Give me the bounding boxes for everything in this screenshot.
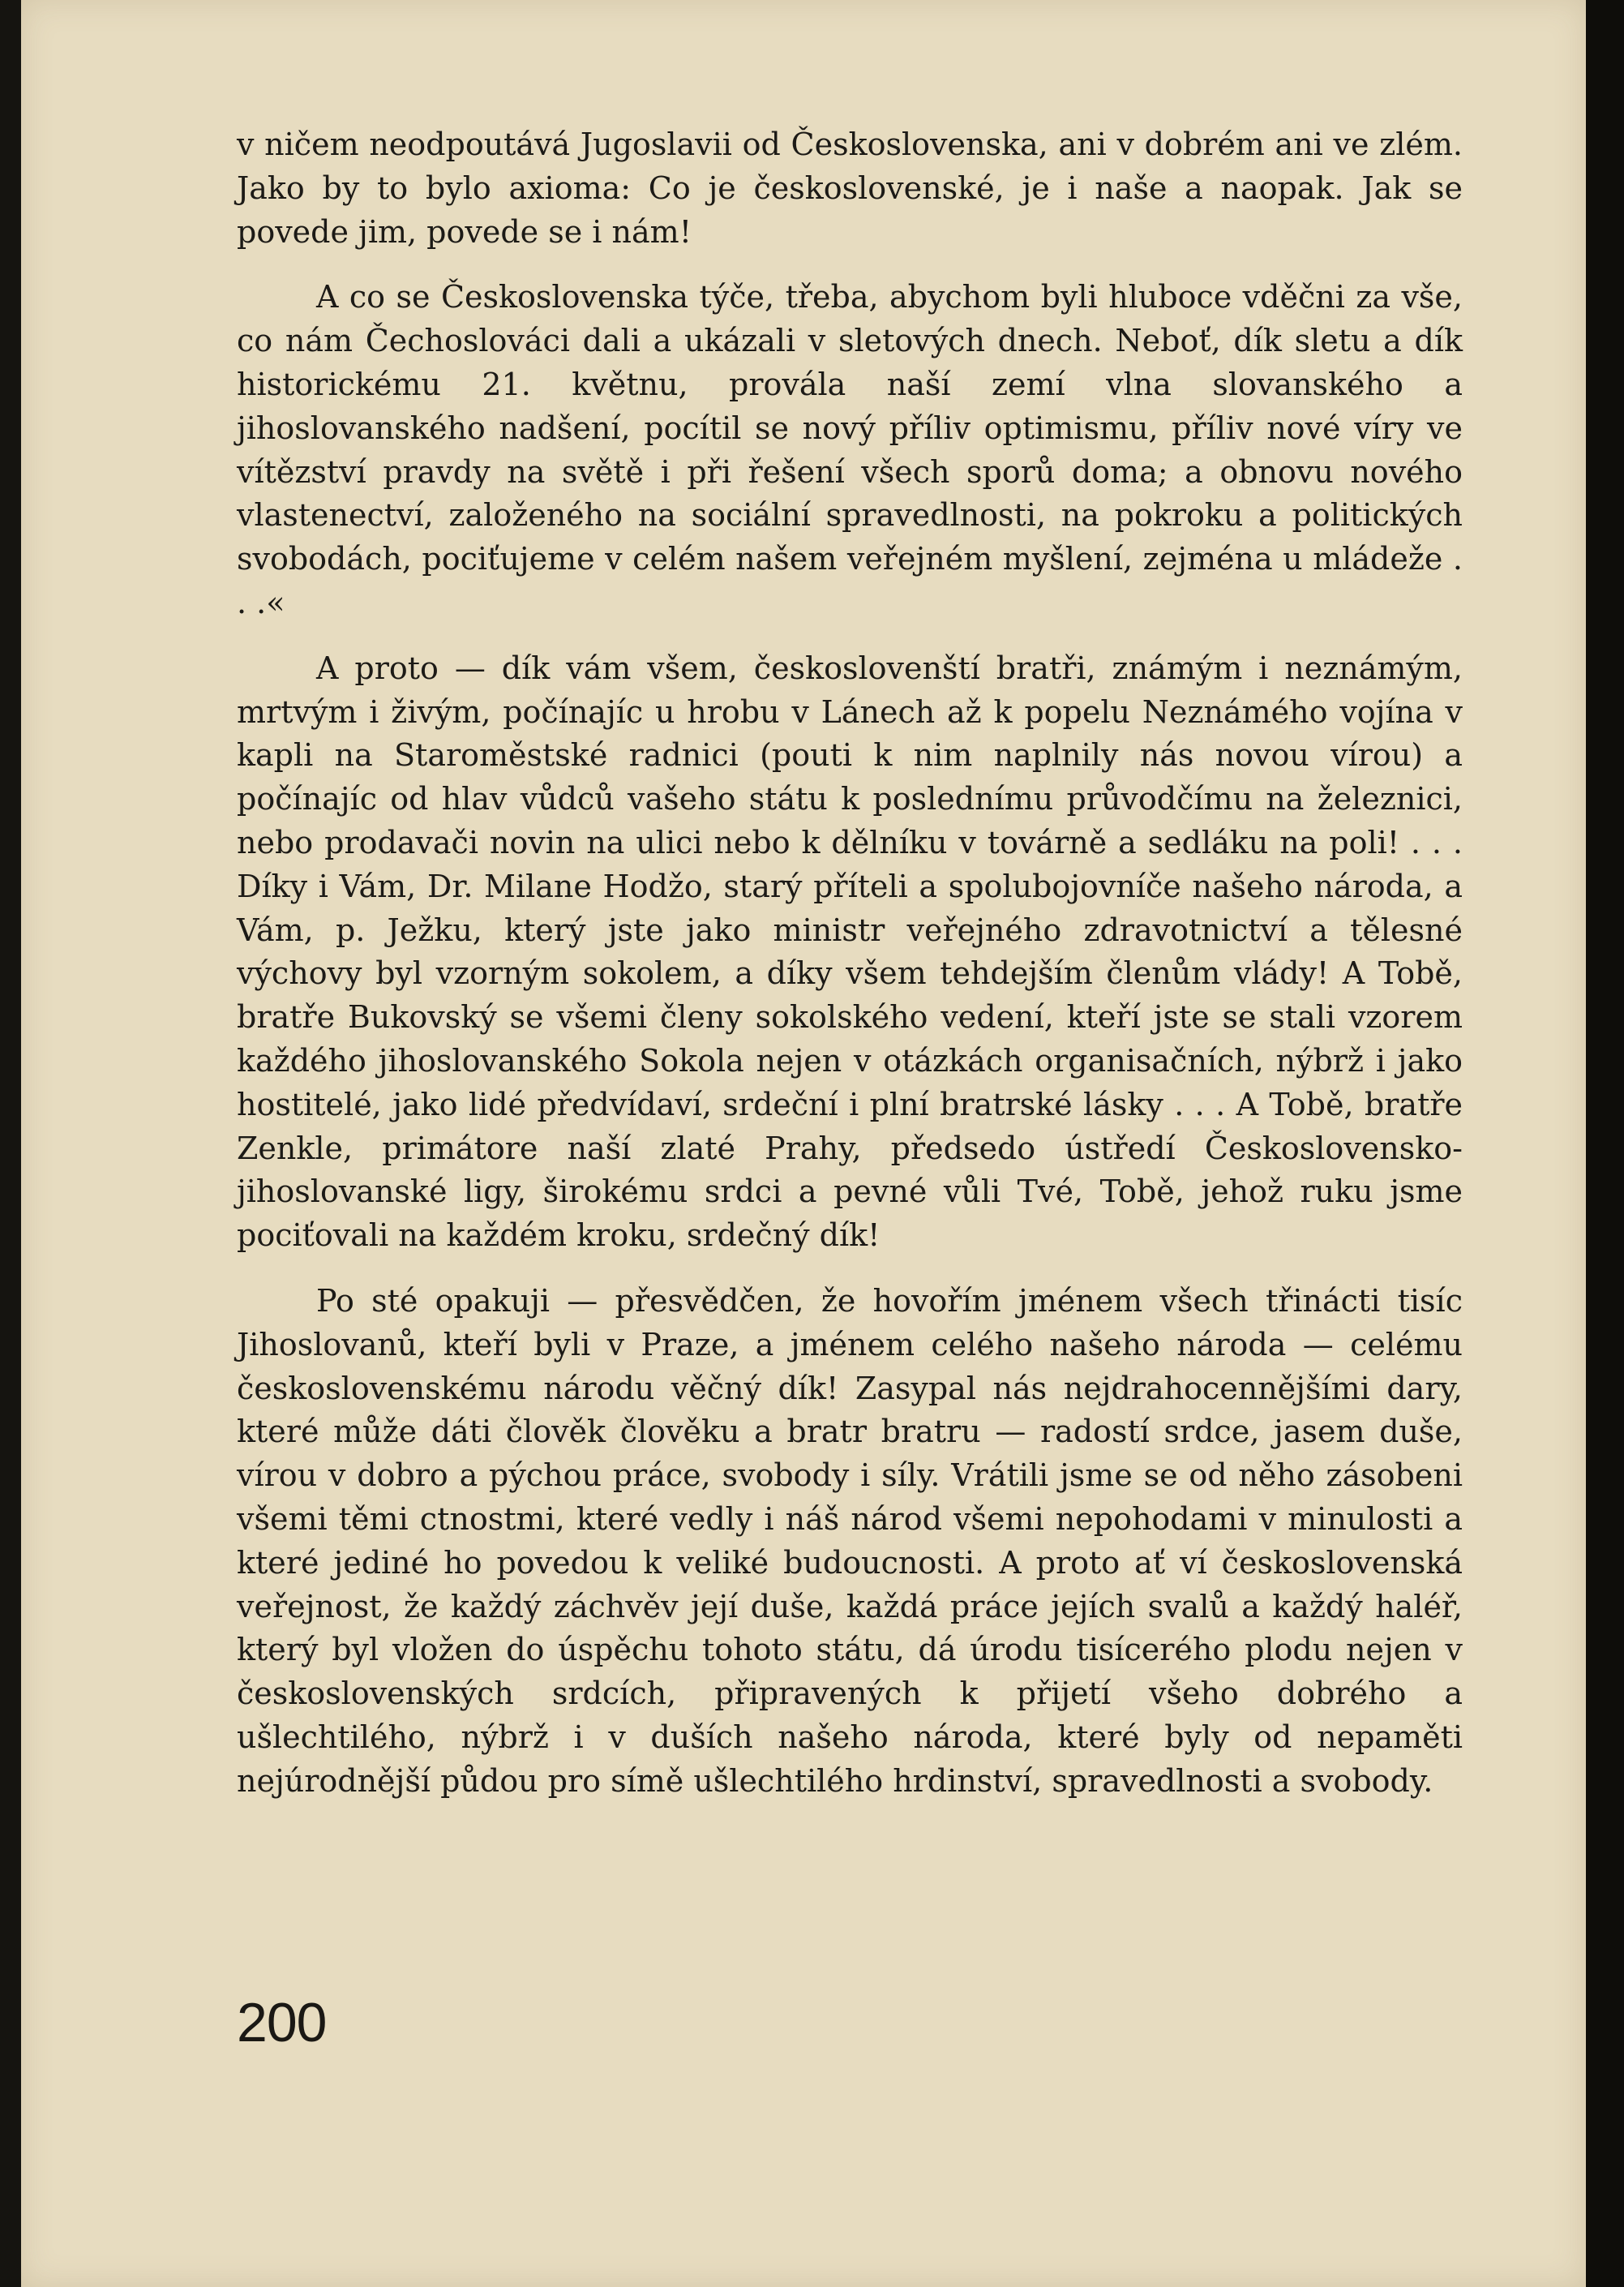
binding-shadow — [1586, 0, 1624, 2287]
paragraph-3: A proto — dík vám všem, českoslovenští bratři, známým i neznámým, mrtvým i živým, počínajíc u hrobu v Lánech až k popelu Neznámého vojína v kapli na Staroměstské radnici (pouti k nim naplnily nás novou vírou) a počínajíc od hlav vůdců vašeho státu k poslednímu průvodčímu na železnici, nebo prodavači novin na ulici nebo k dělníku v továrně a sedláku na poli! . . . Díky i Vám, Dr. Milane Hodžo, starý příteli a spolubojovníče našeho národa, a Vám, p. Ježku, který jste jako ministr veřejného zdravotnictví a tělesné výchovy byl vzorným sokolem, a díky všem tehdejším členům vlády! A Tobě, bratře Bukovský se všemi členy sokolského vedení, kteří jste se stali vzorem každého jihoslovanského Sokola nejen v otázkách organisačních, nýbrž i jako hostitelé, jako lidé předvídaví, srdeční i plní bratrské lásky . . . A Tobě, bratře Zenkle, primátore naší zlaté Prahy, předsedo ústředí Československo-jihoslovanské ligy, širokému srdci a pevné vůli Tvé, Tobě, jehož ruku jsme pociťovali na každém kroku, srdečný dík! — [237, 650, 1463, 1254]
body-text — [237, 123, 1463, 1825]
paragraph-2: A co se Československa týče, třeba, abychom byli hluboce vděčni za vše, co nám Čechoslováci dali a ukázali v sletových dnech. Neboť, dík sletu a dík historickému 21. květnu, provála naší zemí vlna slovanského a jihoslovanského nadšení, pocítil se nový příliv optimismu, příliv nové víry ve vítězství pravdy na světě i při řešení všech sporů doma; a obnovu nového vlastenectví, založeného na sociální spravedlnosti, na pokroku a politických svobodách, pociťujeme v celém našem veřejném myšlení, zejména u mládeže . . .« — [237, 279, 1463, 620]
book-page — [21, 0, 1586, 2287]
paragraph-1: v ničem neodpoutává Jugoslavii od Československa, ani v dobrém ani ve zlém. Jako by to bylo axioma: Co je československé, je i naše a naopak. Jak se povede jim, povede se i nám! — [237, 127, 1463, 250]
paragraph-4: Po sté opakuji — přesvědčen, že hovořím jménem všech třinácti tisíc Jihoslovanů, kteří byli v Praze, a jménem celého našeho národa — celému československému národu věčný dík! Zasypal nás nejdrahocennějšími dary, které může dáti člověk člověku a bratr bratru — radostí srdce, jasem duše, vírou v dobro a pýchou práce, svobody i síly. Vrátili jsme se od něho zásobeni všemi těmi ctnostmi, které vedly i náš národ všemi nepohodami v minulosti a které jediné ho povedou k veliké budoucnosti. A proto ať ví československá veřejnost, že každý záchvěv její duše, každá práce jejích svalů a každý haléř, který byl vložen do úspěchu tohoto státu, dá úrodu tisícerého plodu nejen v československých srdcích, připravených k přijetí všeho dobrého a ušlechtilého, nýbrž i v duších našeho národa, které byly od nepaměti nejúrodnější půdou pro símě ušlechtilého hrdinství, spravedlnosti a svobody. — [237, 1282, 1463, 1799]
page-number: 200 — [237, 1992, 327, 2053]
